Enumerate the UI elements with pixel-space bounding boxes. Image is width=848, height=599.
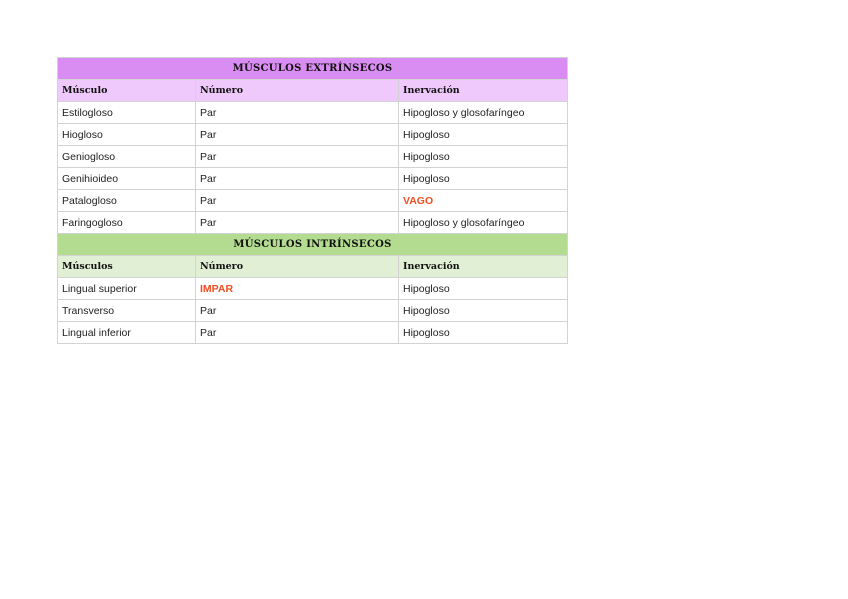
cell-innervation: Hipogloso bbox=[399, 300, 568, 322]
table-row bbox=[58, 124, 568, 146]
cell-muscle: Estilogloso bbox=[58, 102, 196, 124]
column-header-muscle: Músculo bbox=[58, 80, 196, 102]
table-row bbox=[58, 300, 568, 322]
table-row bbox=[58, 168, 568, 190]
cell-number: Par bbox=[196, 124, 399, 146]
column-header-muscle: Músculos bbox=[58, 256, 196, 278]
cell-innervation: Hipogloso y glosofaríngeo bbox=[399, 212, 568, 234]
table-row bbox=[58, 212, 568, 234]
cell-innervation-highlight: VAGO bbox=[399, 190, 568, 212]
cell-innervation: Hipogloso y glosofaríngeo bbox=[399, 102, 568, 124]
table-row bbox=[58, 278, 568, 300]
cell-number: Par bbox=[196, 322, 399, 344]
cell-number-highlight: IMPAR bbox=[196, 278, 399, 300]
intrinsic-header-row bbox=[58, 256, 568, 278]
table-row bbox=[58, 190, 568, 212]
cell-number: Par bbox=[196, 168, 399, 190]
cell-innervation: Hipogloso bbox=[399, 168, 568, 190]
cell-innervation: Hipogloso bbox=[399, 322, 568, 344]
table-row bbox=[58, 102, 568, 124]
cell-innervation: Hipogloso bbox=[399, 278, 568, 300]
intrinsic-section-title: MÚSCULOS INTRÍNSECOS bbox=[58, 234, 568, 256]
cell-muscle: Lingual superior bbox=[58, 278, 196, 300]
cell-muscle: Geniogloso bbox=[58, 146, 196, 168]
extrinsic-section-title: MÚSCULOS EXTRÍNSECOS bbox=[58, 58, 568, 80]
cell-muscle: Transverso bbox=[58, 300, 196, 322]
table-row bbox=[58, 146, 568, 168]
table-row bbox=[58, 322, 568, 344]
intrinsic-title-row bbox=[58, 234, 568, 256]
column-header-number: Número bbox=[196, 80, 399, 102]
extrinsic-header-row bbox=[58, 80, 568, 102]
column-header-innervation: Inervación bbox=[399, 256, 568, 278]
cell-number: Par bbox=[196, 102, 399, 124]
muscles-table bbox=[57, 57, 568, 344]
cell-muscle: Genihioideo bbox=[58, 168, 196, 190]
cell-muscle: Lingual inferior bbox=[58, 322, 196, 344]
cell-number: Par bbox=[196, 146, 399, 168]
extrinsic-title-row bbox=[58, 58, 568, 80]
column-header-innervation: Inervación bbox=[399, 80, 568, 102]
cell-muscle: Hiogloso bbox=[58, 124, 196, 146]
cell-number: Par bbox=[196, 190, 399, 212]
column-header-number: Número bbox=[196, 256, 399, 278]
cell-innervation: Hipogloso bbox=[399, 124, 568, 146]
cell-number: Par bbox=[196, 212, 399, 234]
cell-muscle: Patalogloso bbox=[58, 190, 196, 212]
cell-innervation: Hipogloso bbox=[399, 146, 568, 168]
cell-number: Par bbox=[196, 300, 399, 322]
cell-muscle: Faringogloso bbox=[58, 212, 196, 234]
